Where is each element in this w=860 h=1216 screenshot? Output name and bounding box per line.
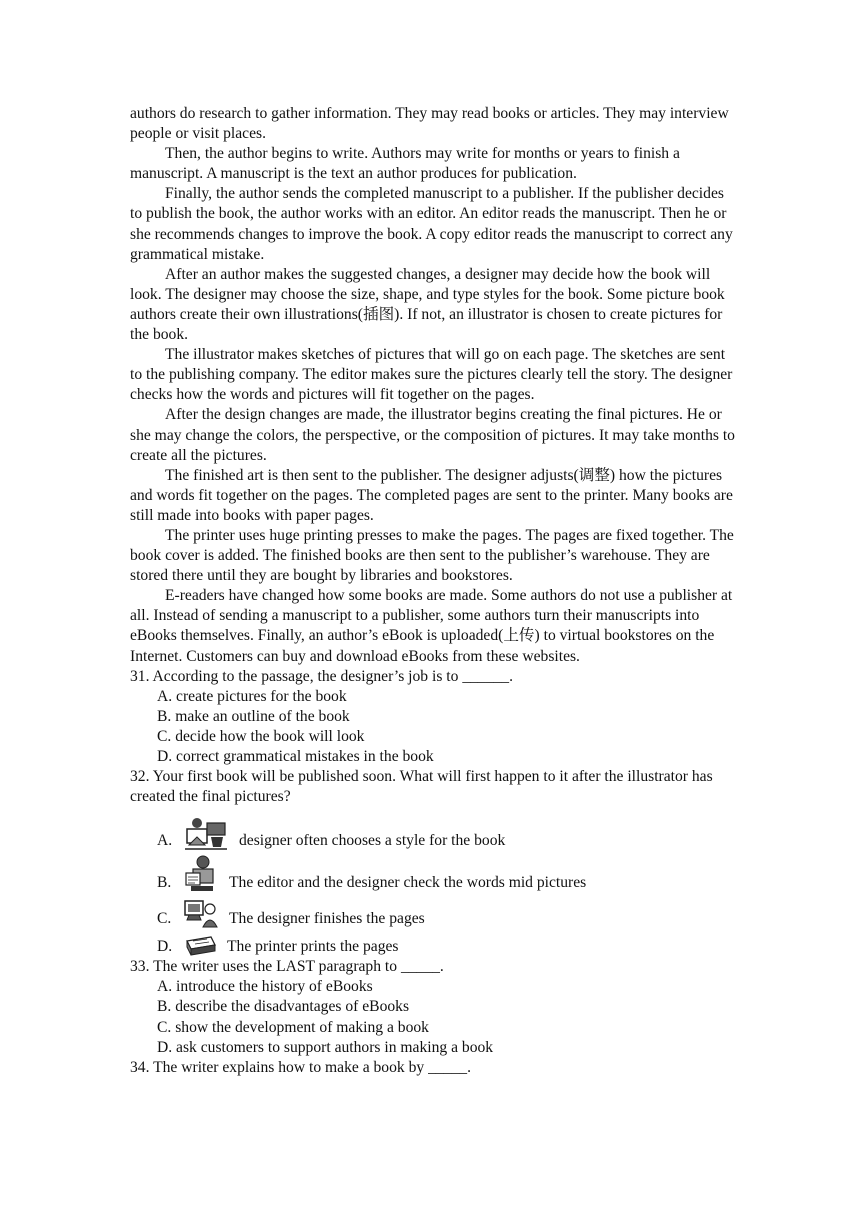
passage-paragraph: Finally, the author sends the completed manuscript to a publisher. If the publisher decides to publish the book, the author works with an editor. An editor reads the manuscript. Then he or she recommends changes to improve the book. A copy editor reads the manuscript to correct any grammatical mistake. <box>130 185 733 263</box>
passage-paragraph: authors do research to gather information. They may read books or articles. They may interview people or visit places. <box>130 105 729 143</box>
option-c <box>130 899 735 929</box>
option-letter: D. <box>157 938 173 956</box>
option-c: C. show the development of making a book <box>157 1018 429 1036</box>
option-letter: C. <box>157 910 172 928</box>
option-letter: B. <box>157 874 172 892</box>
option-d <box>130 933 735 957</box>
passage-paragraph: The illustrator makes sketches of pictures that will go on each page. The sketches are sent to the publishing company. The editor makes sure the pictures clearly tell the story. The designer checks how the words and pictures will fit together on the pages. <box>130 346 733 404</box>
designer-icon <box>183 815 229 851</box>
passage-paragraph: The finished art is then sent to the publisher. The designer adjusts(调整) how the pictures and words fit together on the pages. The completed pages are sent to the printer. Many books are still made into books with paper pages. <box>130 466 733 524</box>
passage <box>130 104 735 667</box>
option-b: B. make an outline of the book <box>157 707 350 725</box>
passage-paragraph: The printer uses huge printing presses to make the pages. The pages are fixed together. The book cover is added. The finished books are then sent to the publisher’s warehouse. They are stored there until they are bought by libraries and bookstores. <box>130 526 734 585</box>
question-stem: 34. The writer explains how to make a book by _____. <box>130 1058 471 1076</box>
question-33 <box>130 957 735 1057</box>
option-a: A. create pictures for the book <box>157 687 347 705</box>
option-text: The printer prints the pages <box>227 938 399 956</box>
option-a <box>130 815 735 851</box>
passage-paragraph: After an author makes the suggested changes, a designer may decide how the book will look. The designer may choose the size, shape, and type styles for the book. Some picture book authors create their own illustrations(插图). If not, an illustrator is chosen to create pictures for the book. <box>130 265 725 344</box>
option-text: designer often chooses a style for the book <box>239 832 506 850</box>
question-31 <box>130 667 735 767</box>
option-text: The designer finishes the pages <box>229 910 425 928</box>
option-a: A. introduce the history of eBooks <box>157 978 373 996</box>
option-c: C. decide how the book will look <box>157 727 365 745</box>
question-32 <box>130 767 735 957</box>
question-stem: 31. According to the passage, the designer’s job is to ______. <box>130 667 513 685</box>
document-page <box>130 104 735 1078</box>
option-b: B. describe the disadvantages of eBooks <box>157 998 410 1016</box>
question-stem: 33. The writer uses the LAST paragraph to _____. <box>130 958 444 976</box>
question-34 <box>130 1058 735 1078</box>
passage-paragraph: Then, the author begins to write. Authors may write for months or years to finish a manuscript. A manuscript is the text an author produces for publication. <box>130 145 680 183</box>
option-letter: A. <box>157 832 173 850</box>
option-d: D. ask customers to support authors in making a book <box>157 1038 494 1056</box>
option-b <box>130 855 735 893</box>
option-text: The editor and the designer check the words mid pictures <box>229 874 587 892</box>
computer-icon <box>183 899 219 929</box>
question-stem: 32. Your first book will be published soon. What will first happen to it after the illustrator has created the final pictures? <box>130 768 713 806</box>
passage-paragraph: E-readers have changed how some books are made. Some authors do not use a publisher at all. Instead of sending a manuscript to a publisher, some authors turn their manuscripts into eBooks themselves. Finally, an author’s eBook is uploaded(上传) to virtual bookstores on the Internet. Customers can buy and download eBooks from these websites. <box>130 587 733 665</box>
editor-icon <box>183 855 219 893</box>
option-d: D. correct grammatical mistakes in the book <box>157 748 434 765</box>
passage-paragraph: After the design changes are made, the illustrator begins creating the final pictures. He or she may change the colors, the perspective, or the composition of pictures. It may take months to create all the pictures. <box>130 406 735 464</box>
printer-icon <box>183 933 217 957</box>
